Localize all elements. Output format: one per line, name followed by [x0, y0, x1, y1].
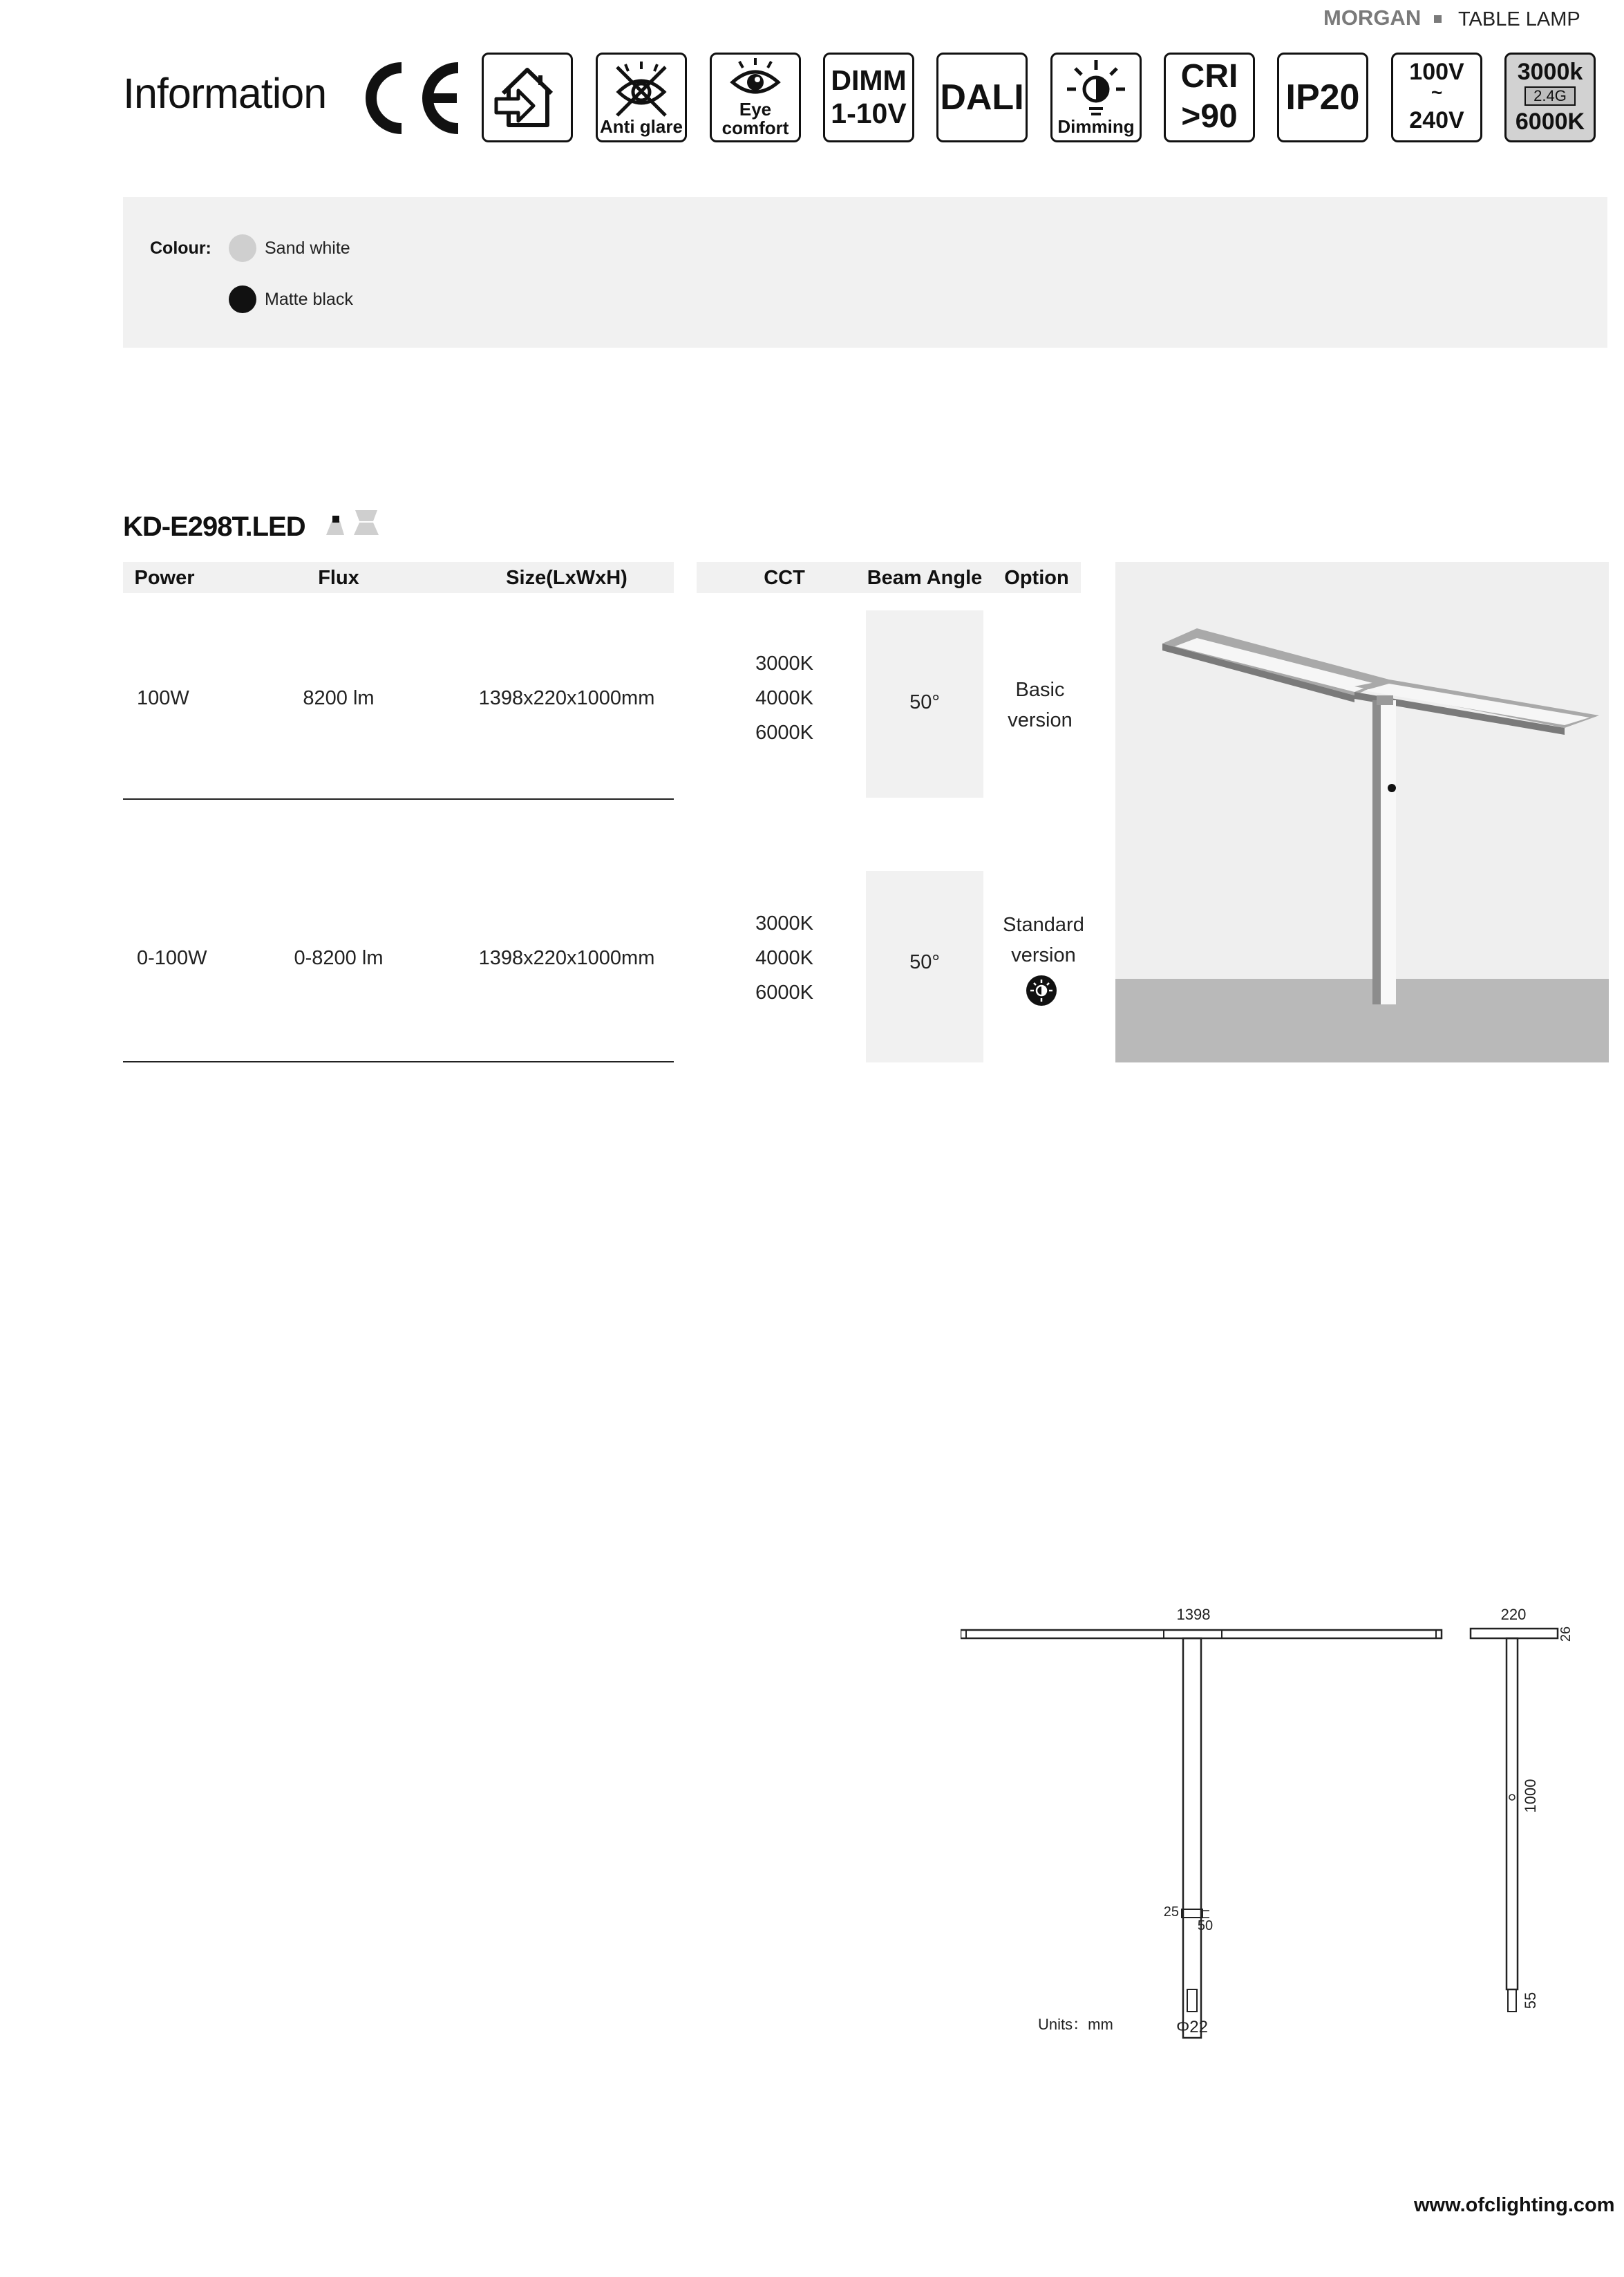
row1-divider — [123, 798, 674, 800]
dim-base-a: 25 — [1163, 1904, 1179, 1920]
ip-rating-icon: IP20 — [1277, 53, 1368, 142]
col-option: Option — [1004, 567, 1069, 589]
anti-glare-label: Anti glare — [600, 116, 683, 137]
information-title: Information — [123, 70, 327, 117]
brand-name: MORGAN — [1323, 6, 1422, 30]
col-cct: CCT — [764, 567, 805, 589]
dimension-drawing — [961, 1590, 1610, 2060]
dim-foot: 55 — [1522, 1992, 1539, 2009]
beam-direction-icon — [323, 509, 381, 536]
dim-diameter: Φ22 — [1176, 2018, 1208, 2036]
units-label: Units：mm — [1038, 2016, 1113, 2033]
dali-icon: DALI — [936, 53, 1028, 142]
sand-white-name: Sand white — [265, 238, 350, 258]
eye-comfort-icon — [710, 53, 801, 142]
voltage-icon: 100V ~ 240V — [1391, 53, 1482, 142]
matte-black-name: Matte black — [265, 290, 353, 309]
col-size: Size(LxWxH) — [506, 567, 627, 589]
anti-glare-icon — [596, 53, 687, 142]
row2-cct3: 6000K — [755, 982, 813, 1004]
colour-label: Colour: — [150, 238, 211, 258]
cri-icon: CRI >90 — [1164, 53, 1255, 142]
matte-black-swatch — [229, 285, 256, 313]
separator-square — [1434, 15, 1442, 23]
row1-cct3: 6000K — [755, 722, 813, 744]
model-number: KD-E298T.LED — [123, 512, 305, 542]
row2-power: 0-100W — [137, 947, 207, 969]
row1-size: 1398x220x1000mm — [478, 687, 655, 709]
dim-length: 1398 — [1176, 1606, 1211, 1623]
dimming-icon — [1050, 53, 1142, 142]
row2-cct2: 4000K — [755, 947, 813, 969]
row2-cct1: 3000K — [755, 912, 813, 935]
sand-white-swatch — [229, 234, 256, 262]
dim-width: 220 — [1500, 1606, 1527, 1623]
dimm-icon: DIMM 1-10V — [823, 53, 914, 142]
row1-cct2: 4000K — [755, 687, 813, 709]
row1-beam: 50° — [909, 691, 940, 713]
row2-divider — [123, 1061, 674, 1062]
row1-option-2: version — [1008, 709, 1073, 731]
row2-option-1: Standard — [1003, 914, 1084, 936]
sensor-icon — [1026, 975, 1057, 1006]
website-url[interactable]: www.ofclighting.com — [1414, 2194, 1615, 2216]
dimming-label: Dimming — [1057, 116, 1135, 137]
row2-flux: 0-8200 lm — [294, 947, 384, 969]
dim-thickness: 26 — [1558, 1626, 1574, 1642]
indoor-use-icon — [482, 53, 573, 142]
product-photo — [1115, 562, 1609, 1062]
dim-base-b: 50 — [1197, 1918, 1214, 1933]
row2-beam: 50° — [909, 951, 940, 973]
product-category: TABLE LAMP — [1458, 8, 1580, 30]
row1-power: 100W — [137, 687, 189, 709]
col-flux: Flux — [318, 567, 359, 589]
row2-size: 1398x220x1000mm — [478, 947, 655, 969]
row1-option-1: Basic — [1015, 679, 1065, 701]
colour-panel — [123, 197, 1607, 348]
row1-cct1: 3000K — [755, 653, 813, 675]
row2-option-2: version — [1011, 944, 1076, 966]
col-beam-angle: Beam Angle — [867, 567, 983, 589]
row1-flux: 8200 lm — [303, 687, 375, 709]
cct-icon: 3000k 2.4G 6000K — [1504, 53, 1596, 142]
eye-comfort-label: Eye comfort — [721, 99, 789, 138]
ce-mark-icon — [356, 59, 463, 137]
dim-height: 1000 — [1522, 1779, 1539, 1813]
col-power: Power — [134, 567, 195, 589]
